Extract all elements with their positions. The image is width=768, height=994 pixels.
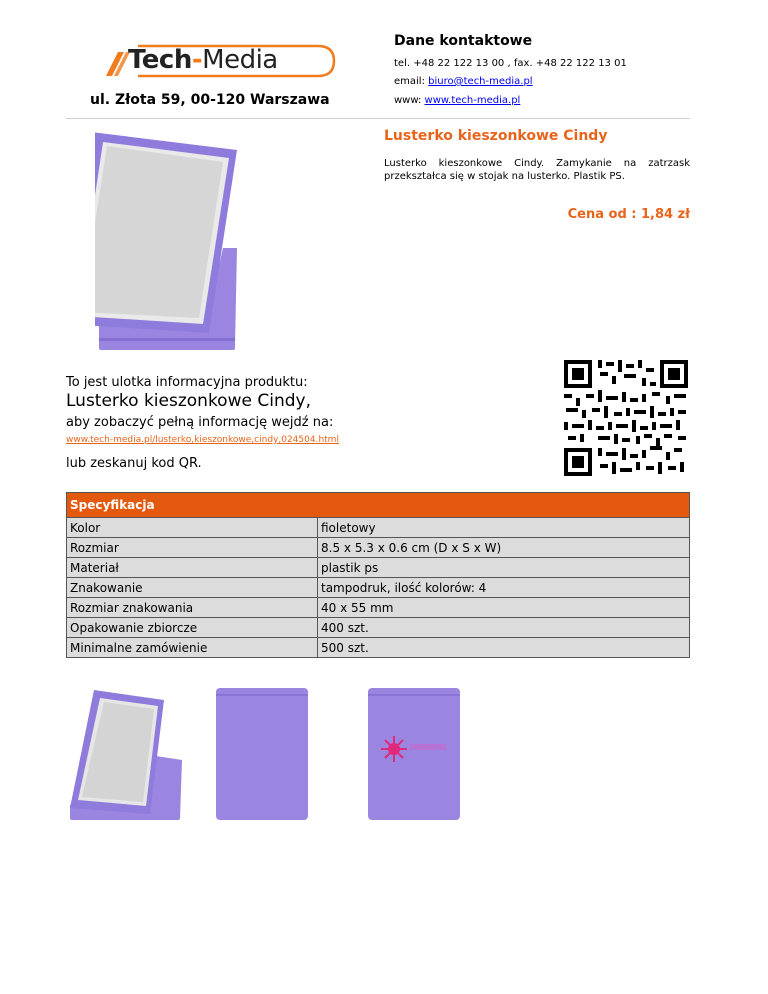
email-line [394,76,533,87]
qr-code [562,358,690,478]
www-link[interactable]: www.tech-media.pl [424,95,521,106]
table-row [67,638,690,658]
product-url-link[interactable]: www.tech-media.pl/lusterko,kieszonkowe,cindy,024504.html [66,435,339,445]
spec-value: plastik ps [318,558,690,578]
spec-value: tampodruk, ilość kolorów: 4 [318,578,690,598]
info-name-suffix: , [305,391,311,411]
specification-table [66,492,690,658]
company-address: ul. Złota 59, 00-120 Warszawa [90,92,330,108]
product-description: Lusterko kieszonkowe Cindy. Zamykanie na zatrzask przekształca się w stojak na lusterko. Plastik PS. [384,158,690,182]
email-label: email: [394,76,429,87]
spec-key: Kolor [67,518,318,538]
info-see-more: aby zobaczyć pełną informację wejdź na: [66,415,334,430]
spec-value: 8.5 x 5.3 x 0.6 cm (D x S x W) [318,538,690,558]
spec-key: Materiał [67,558,318,578]
info-name-text: Lusterko kieszonkowe Cindy [66,391,306,411]
product-main-image [95,128,240,358]
info-url [66,435,339,445]
table-row [67,558,690,578]
spec-value: 500 szt. [318,638,690,658]
table-row [67,538,690,558]
spec-key: Znakowanie [67,578,318,598]
phone-fax-line: tel. +48 22 122 13 00 , fax. +48 22 122 13 01 [394,58,627,69]
info-scan: lub zeskanuj kod QR. [66,456,202,471]
header-divider [66,118,690,119]
logo-media: Media [202,45,278,75]
product-image-back [214,686,310,822]
www-label: www: [394,95,425,106]
tech-media-logo [98,40,338,82]
table-row [67,598,690,618]
spec-key: Rozmiar [67,538,318,558]
product-image-open [64,686,190,828]
contact-title: Dane kontaktowe [394,33,533,49]
logo-dash: - [191,45,203,75]
product-price: Cena od : 1,84 zł [567,207,690,222]
spec-key: Rozmiar znakowania [67,598,318,618]
table-row [67,518,690,538]
info-product-name [66,391,311,411]
spec-value: 40 x 55 mm [318,598,690,618]
table-row [67,618,690,638]
info-intro: To jest ulotka informacyjna produktu: [66,375,308,390]
product-image-branded [366,686,462,822]
product-title: Lusterko kieszonkowe Cindy [384,128,608,144]
email-link[interactable]: biuro@tech-media.pl [428,76,533,87]
logo-tech: Tech [128,45,192,75]
spec-value: 400 szt. [318,618,690,638]
table-row [67,578,690,598]
www-line [394,95,520,106]
spec-value: fioletowy [318,518,690,538]
spec-key: Minimalne zamówienie [67,638,318,658]
spec-key: Opakowanie zbiorcze [67,618,318,638]
spec-header: Specyfikacja [67,493,690,518]
